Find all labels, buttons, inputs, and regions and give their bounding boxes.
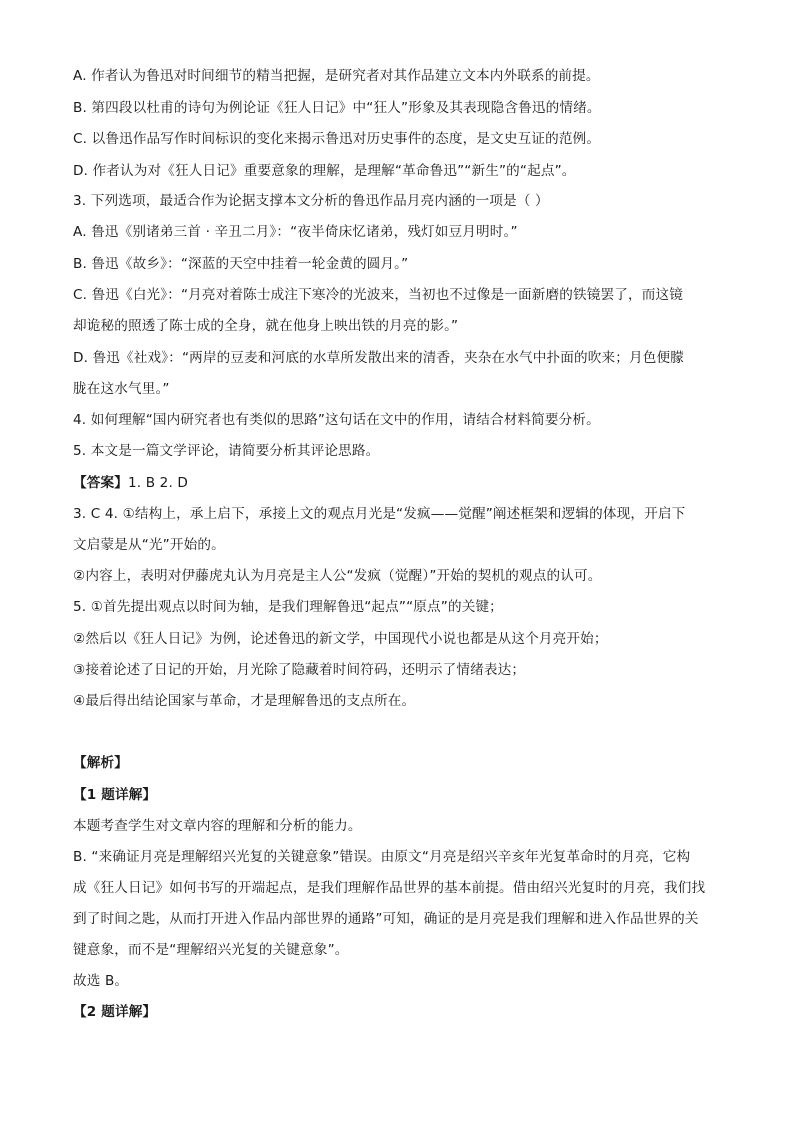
q2-option-c: C. 以鲁迅作品写作时间标识的变化来揭示鲁迅对历史事件的态度，是文史互证的范例。 [73, 131, 601, 147]
answer-line-6: ②然后以《狂人日记》为例，论述鲁迅的新文学，中国现代小说也都是从这个月亮开始； [73, 631, 608, 647]
analysis-line-2: B. “来确证月亮是理解绍兴光复的关键意象”错误。由原文“月亮是绍兴辛亥年光复革命时的月亮，它构 [73, 849, 691, 865]
answer-line-7: ③接着论述了日记的开始，月光除了隐藏着时间符码，还明示了情绪表达； [73, 662, 526, 678]
answer-1-2: 1. B 2. D [127, 475, 189, 491]
q3-stem: 3. 下列选项，最适合作为论据支撑本文分析的鲁迅作品月亮内涵的一项是（ ） [73, 193, 549, 209]
q3-option-c-line2: 却诡秘的照透了陈士成的全身，就在他身上映出铁的月亮的影。” [73, 318, 459, 334]
analysis-line-4: 到了时间之匙，从而打开进入作品内部世界的通路”可知，确证的是月亮是我们理解和进入作品世界的关 [73, 911, 699, 927]
q3-option-d-line2: 胧在这水气里。” [73, 381, 170, 397]
answer-line-3: 文启蒙是从“光”开始的。 [73, 537, 225, 553]
analysis-q1-heading: 【1 题详解】 [73, 787, 157, 803]
q3-option-d-line1: D. 鲁迅《社戏》：“两岸的豆麦和河底的水草所发散出来的清香，夹杂在水气中扑面的吹来；月色便朦 [73, 350, 684, 366]
q2-option-b: B. 第四段以杜甫的诗句为例论证《狂人日记》中“狂人”形象及其表现隐含鲁迅的情绪。 [73, 100, 601, 116]
answer-line-1 [73, 474, 188, 492]
analysis-label: 【解析】 [73, 755, 128, 771]
answer-line-4: ②内容上，表明对伊藤虎丸认为月亮是主人公“发疯（觉醒）”开始的契机的观点的认可。 [73, 568, 602, 584]
q2-option-d: D. 作者认为对《狂人日记》重要意象的理解，是理解“革命鲁迅”“新生”的“起点”。 [73, 163, 576, 179]
q3-option-c-line1: C. 鲁迅《白光》：“月亮对着陈士成注下寒冷的光波来，当初也不过像是一面新磨的铁镜罢了，而这镜 [73, 287, 683, 303]
q3-option-a: A. 鲁迅《别诸弟三首 · 辛丑二月》：“夜半倚床忆诸弟，残灯如豆月明时。” [73, 224, 518, 240]
answer-line-5: 5. ①首先提出观点以时间为轴，是我们理解鲁迅“起点”“原点”的关键； [73, 599, 503, 615]
q5-stem: 5. 本文是一篇文学评论，请简要分析其评论思路。 [73, 443, 380, 459]
q3-option-b: B. 鲁迅《故乡》：“深蓝的天空中挂着一轮金黄的圆月。” [73, 256, 409, 272]
analysis-line-5: 键意象，而不是“理解绍兴光复的关键意象”。 [73, 942, 349, 958]
analysis-line-1: 本题考查学生对文章内容的理解和分析的能力。 [73, 818, 362, 834]
q2-option-a: A. 作者认为鲁迅对时间细节的精当把握，是研究者对其作品建立文本内外联系的前提。 [73, 68, 600, 84]
answer-label: 【答案】 [73, 475, 128, 491]
answer-line-8: ④最后得出结论国家与革命，才是理解鲁迅的支点所在。 [73, 693, 416, 709]
answer-line-2: 3. C 4. ①结构上，承上启下，承接上文的观点月光是“发疯——觉醒”阐述框架和逻辑的体现，开启下 [73, 506, 686, 522]
q4-stem: 4. 如何理解“国内研究者也有类似的思路”这句话在文中的作用，请结合材料简要分析。 [73, 412, 600, 428]
analysis-q2-heading: 【2 题详解】 [73, 1004, 157, 1020]
analysis-line-3: 成《狂人日记》如何书写的开端起点，是我们理解作品世界的基本前提。借由绍兴光复时的月亮，我们找 [73, 880, 706, 896]
analysis-line-6: 故选 B。 [73, 973, 129, 989]
